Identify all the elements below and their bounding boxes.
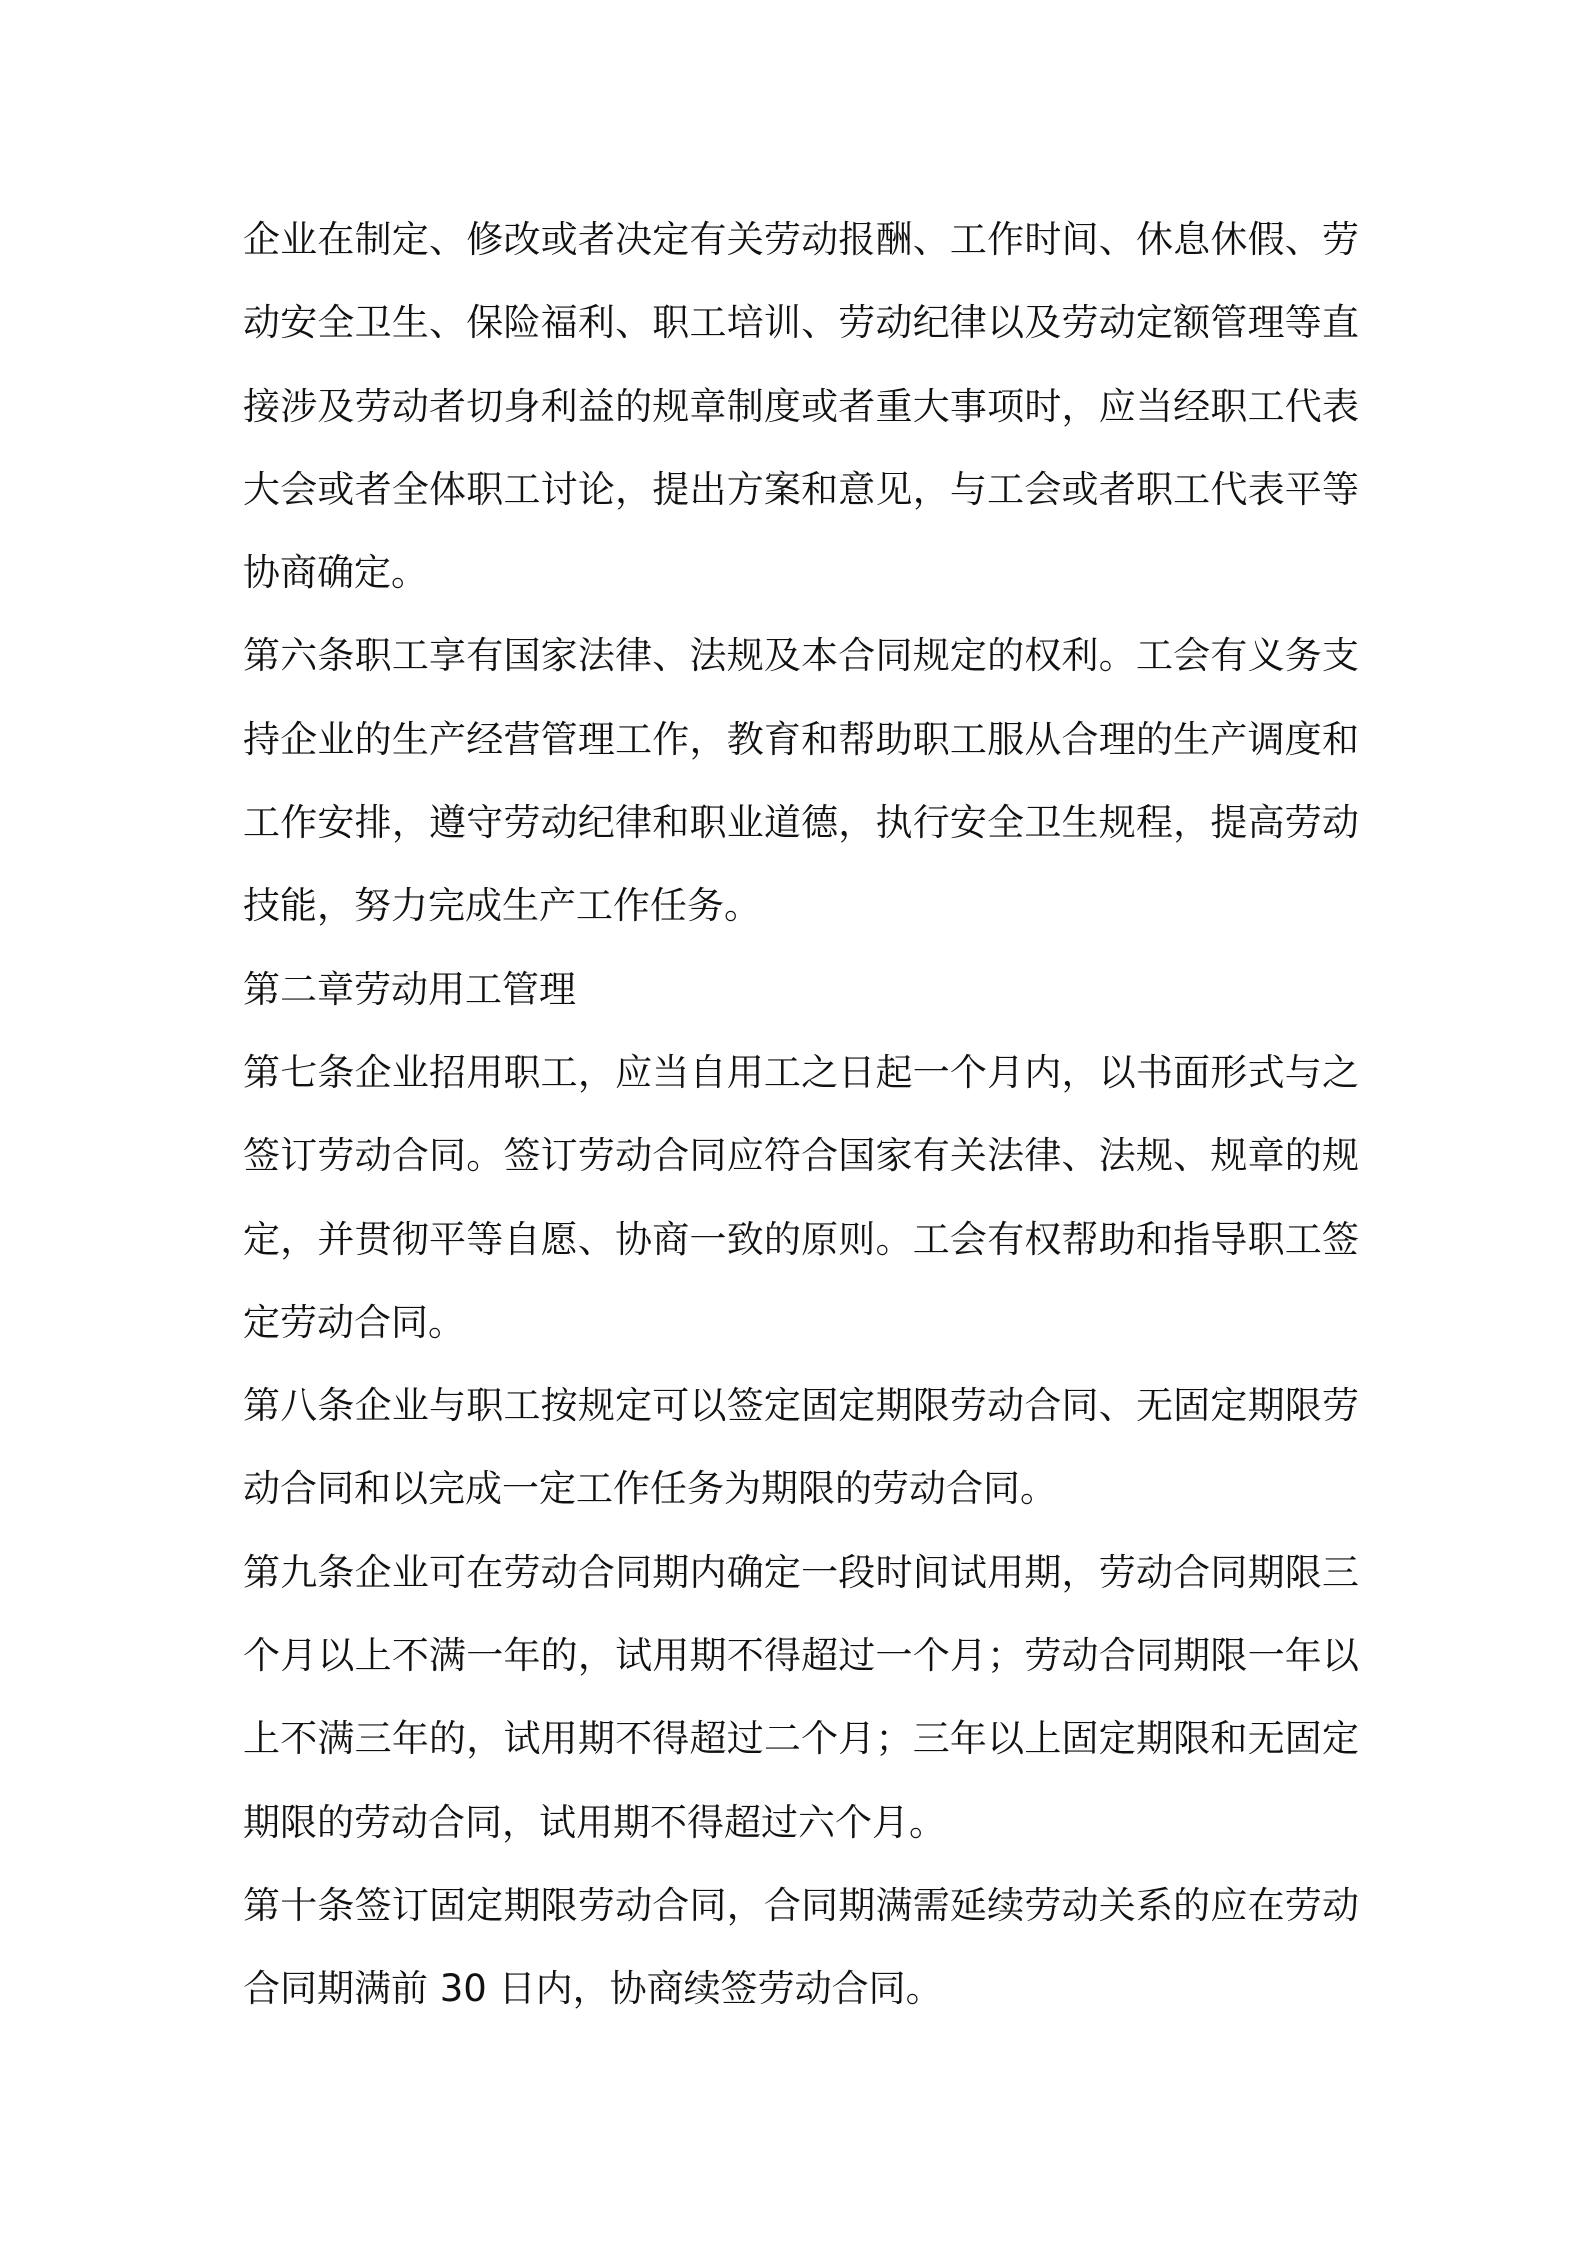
paragraph-article-10: 第十条签订固定期限劳动合同，合同期满需延续劳动关系的应在劳动合同期满前 30 日内，协商续签劳动合同。: [243, 1883, 1359, 2011]
paragraph-consultation: 企业在制定、修改或者决定有关劳动报酬、工作时间、休息休假、劳动安全卫生、保险福利、职工培训、劳动纪律以及劳动定额管理等直接涉及劳动者切身利益的规章制度或者重大事项时，应当经职工代表大会或者全体职工讨论，提出方案和意见，与工会或者职工代表平等协商确定。: [243, 218, 1359, 595]
paragraph-article-8: 第八条企业与职工按规定可以签定固定期限劳动合同、无固定期限劳动合同和以完成一定工作任务为期限的劳动合同。: [243, 1384, 1359, 1511]
chapter-heading: 第二章劳动用工管理: [243, 967, 576, 1011]
paragraph-article-7: 第七条企业招用职工，应当自用工之日起一个月内，以书面形式与之签订劳动合同。签订劳动合同应符合国家有关法律、法规、规章的规定，并贯彻平等自愿、协商一致的原则。工会有权帮助和指导职工签定劳动合同。: [243, 1050, 1359, 1344]
document-body: [243, 198, 1359, 2031]
paragraph-article-9: 第九条企业可在劳动合同期内确定一段时间试用期，劳动合同期限三个月以上不满一年的，试用期不得超过一个月；劳动合同期限一年以上不满三年的，试用期不得超过二个月；三年以上固定期限和无固定期限的劳动合同，试用期不得超过六个月。: [243, 1550, 1359, 1844]
paragraph-article-6: 第六条职工享有国家法律、法规及本合同规定的权利。工会有义务支持企业的生产经营管理工作，教育和帮助职工服从合理的生产调度和工作安排，遵守劳动纪律和职业道德，执行安全卫生规程，提高劳动技能，努力完成生产工作任务。: [243, 634, 1359, 928]
